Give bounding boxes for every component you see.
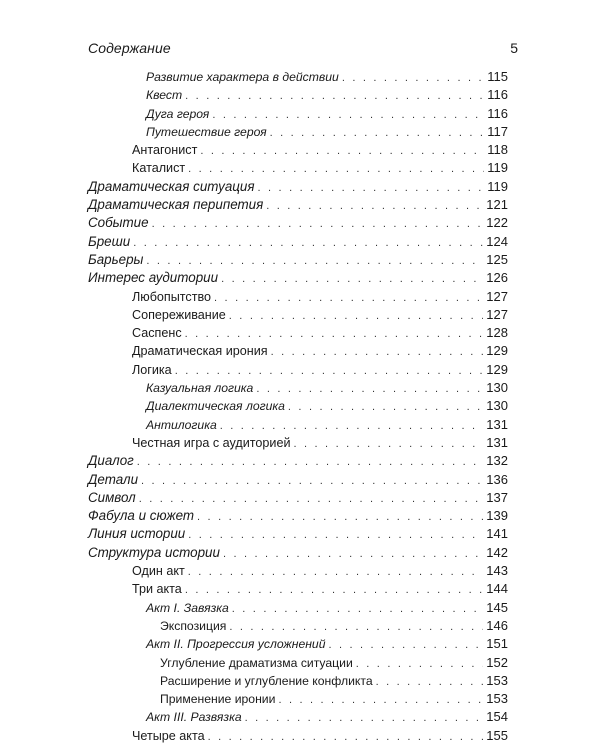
toc-entry-page: 117: [487, 123, 508, 139]
toc-entry-title: Четыре акта: [132, 728, 205, 743]
toc-entry: [88, 269, 508, 287]
toc-entry: [88, 141, 508, 159]
toc-entry-page: 136: [486, 471, 508, 487]
toc-dot-leader: [329, 636, 484, 654]
toc-entry-title: Один акт: [132, 564, 185, 579]
toc-entry-page: 130: [486, 380, 508, 396]
toc-dot-leader: [229, 307, 484, 325]
toc-entry-page: 126: [486, 270, 508, 286]
toc-entry-page: 146: [486, 617, 508, 633]
toc-entry: [88, 525, 508, 543]
toc-dot-leader: [266, 197, 483, 215]
toc-entry-page: 130: [486, 398, 508, 414]
toc-entry-page: 116: [487, 105, 508, 121]
toc-dot-leader: [146, 252, 483, 270]
toc-entry-title: Структура истории: [88, 544, 220, 560]
toc-dot-leader: [139, 490, 484, 508]
toc-entry-page: 145: [486, 599, 508, 615]
toc-entry-page: 125: [486, 251, 508, 267]
toc-entry-page: 131: [486, 416, 508, 432]
toc-entry: [88, 159, 508, 177]
toc-entry-title: Три акта: [132, 582, 182, 597]
toc-dot-leader: [220, 417, 484, 435]
toc-entry-page: 137: [486, 489, 508, 505]
toc-entry-title: Сопереживание: [132, 307, 226, 322]
toc-entry-title: Диалектическая логика: [146, 399, 285, 414]
toc-entry-title: Углубление драматизма ситуации: [160, 655, 353, 670]
toc-entry-title: Казуальная логика: [146, 381, 254, 396]
toc-entry-title: Честная игра с аудиторией: [132, 435, 291, 450]
toc-entry: [88, 196, 508, 214]
toc-entry-title: Линия истории: [88, 526, 186, 542]
toc-dot-leader: [342, 69, 484, 87]
toc-entry-title: Дуга героя: [146, 106, 210, 121]
toc-dot-leader: [258, 179, 485, 197]
toc-entry-page: 115: [487, 69, 508, 84]
toc-entry: [88, 288, 508, 306]
toc-dot-leader: [188, 563, 484, 581]
toc-entry-page: 119: [487, 178, 508, 194]
toc-entry: [88, 617, 508, 635]
toc-entry-title: Каталист: [132, 161, 186, 176]
toc-entry-title: Событие: [88, 215, 149, 231]
toc-entry-title: Интерес аудитории: [88, 270, 219, 286]
toc-entry-title: Путешествие героя: [146, 124, 267, 139]
toc-entry-page: 152: [486, 654, 508, 670]
toc-entry-page: 153: [486, 672, 508, 688]
toc-dot-leader: [175, 362, 484, 380]
toc-entry: [88, 233, 508, 251]
toc-entry-title: Акт III. Развязка: [146, 710, 242, 725]
toc-dot-leader: [197, 508, 483, 526]
toc-entry-page: 154: [486, 709, 508, 725]
toc-entry-title: Детали: [88, 471, 139, 487]
toc-entry-title: Акт II. Прогрессия усложнений: [146, 637, 326, 652]
toc-dot-leader: [294, 435, 484, 453]
toc-dot-leader: [223, 545, 483, 563]
toc-entry-page: 139: [486, 508, 508, 524]
toc-entry-page: 127: [486, 306, 508, 322]
toc-dot-leader: [221, 270, 483, 288]
toc-dot-leader: [232, 600, 484, 618]
toc-entry: [88, 342, 508, 360]
toc-entry-title: Драматическая ситуация: [88, 178, 255, 194]
toc-dot-leader: [188, 160, 484, 178]
toc-dot-leader: [278, 691, 483, 709]
page-number: 5: [510, 40, 518, 56]
toc-dot-leader: [288, 398, 483, 416]
toc-entry-page: 119: [487, 160, 508, 176]
toc-dot-leader: [245, 709, 484, 727]
toc-entry-title: Фабула и сюжет: [88, 508, 195, 524]
toc-entry: [88, 86, 508, 104]
toc-entry-page: 127: [486, 288, 508, 304]
toc-entry-page: 129: [486, 361, 508, 377]
toc-entry: [88, 379, 508, 397]
toc-dot-leader: [152, 215, 484, 233]
toc-entry: [88, 178, 508, 196]
running-title: Содержание: [88, 40, 171, 56]
toc-entry-page: 144: [486, 581, 508, 597]
toc-entry-title: Логика: [132, 362, 172, 377]
toc-entry-title: Экспозиция: [160, 618, 227, 633]
toc-entry-page: 143: [486, 563, 508, 579]
toc-entry-title: Квест: [146, 88, 183, 103]
toc-entry: [88, 306, 508, 324]
toc-dot-leader: [376, 673, 484, 691]
toc-entry: [88, 562, 508, 580]
toc-entry: [88, 123, 508, 141]
toc-entry-title: Расширение и углубление конфликта: [160, 673, 373, 688]
toc-dot-leader: [200, 142, 484, 160]
toc-dot-leader: [185, 581, 483, 599]
toc-entry: [88, 324, 508, 342]
toc-entry: [88, 397, 508, 415]
toc-entry: [88, 599, 508, 617]
toc-dot-leader: [185, 325, 484, 343]
toc-entry-title: Развитие характера в действии: [146, 70, 339, 84]
toc-dot-leader: [229, 618, 483, 636]
toc-entry: [88, 416, 508, 434]
toc-entry-page: 118: [487, 142, 508, 158]
toc-entry-page: 121: [486, 197, 508, 213]
toc-entry-title: Акт I. Завязка: [146, 600, 229, 615]
toc-entry-title: Саспенс: [132, 326, 182, 341]
toc-entry: [88, 580, 508, 598]
toc-dot-leader: [270, 124, 485, 142]
toc-entry: [88, 727, 508, 745]
toc-entry: [88, 544, 508, 562]
toc-entry-page: 155: [486, 727, 508, 743]
running-head: [88, 40, 518, 60]
toc-dot-leader: [214, 289, 483, 307]
toc-entry-title: Применение иронии: [160, 692, 276, 707]
toc-entry: [88, 672, 508, 690]
toc-dot-leader: [208, 728, 484, 746]
toc-entry: [88, 690, 508, 708]
toc-dot-leader: [188, 526, 483, 544]
toc-entry-title: Любопытство: [132, 289, 212, 304]
toc-entry: [88, 471, 508, 489]
toc-entry: [88, 635, 508, 653]
toc-entry: [88, 251, 508, 269]
toc-entry-page: 116: [487, 87, 508, 103]
toc-entry: [88, 105, 508, 123]
toc-dot-leader: [271, 343, 484, 361]
toc-entry-page: 128: [486, 325, 508, 341]
toc-entry-page: 153: [486, 691, 508, 707]
toc-entry-title: Драматическая ирония: [132, 344, 268, 359]
toc-entry: [88, 489, 508, 507]
toc-entry-title: Антагонист: [132, 143, 198, 158]
toc-entry: [88, 434, 508, 452]
toc-entry: [88, 68, 508, 86]
toc-dot-leader: [185, 87, 484, 105]
table-of-contents: [88, 68, 508, 745]
toc-dot-leader: [133, 234, 483, 252]
toc-dot-leader: [137, 453, 484, 471]
toc-dot-leader: [356, 655, 484, 673]
toc-dot-leader: [212, 106, 484, 124]
toc-entry: [88, 654, 508, 672]
toc-entry: [88, 708, 508, 726]
toc-dot-leader: [256, 380, 483, 398]
toc-entry-page: 124: [486, 233, 508, 249]
toc-entry-page: 129: [486, 343, 508, 359]
toc-dot-leader: [141, 472, 483, 490]
toc-entry-title: Символ: [88, 489, 136, 505]
toc-entry-page: 151: [486, 636, 508, 652]
toc-entry-title: Диалог: [88, 453, 134, 469]
toc-entry: [88, 214, 508, 232]
toc-entry-page: 142: [486, 544, 508, 560]
toc-entry-title: Бреши: [88, 233, 131, 249]
toc-entry-page: 141: [486, 526, 508, 542]
toc-entry-page: 132: [486, 453, 508, 469]
toc-entry-title: Антилогика: [146, 417, 217, 432]
toc-entry-title: Драматическая перипетия: [88, 197, 264, 213]
toc-entry: [88, 452, 508, 470]
toc-entry-page: 122: [486, 215, 508, 231]
toc-entry: [88, 361, 508, 379]
toc-entry-title: Барьеры: [88, 251, 144, 267]
toc-entry: [88, 507, 508, 525]
toc-entry-page: 131: [486, 434, 508, 450]
